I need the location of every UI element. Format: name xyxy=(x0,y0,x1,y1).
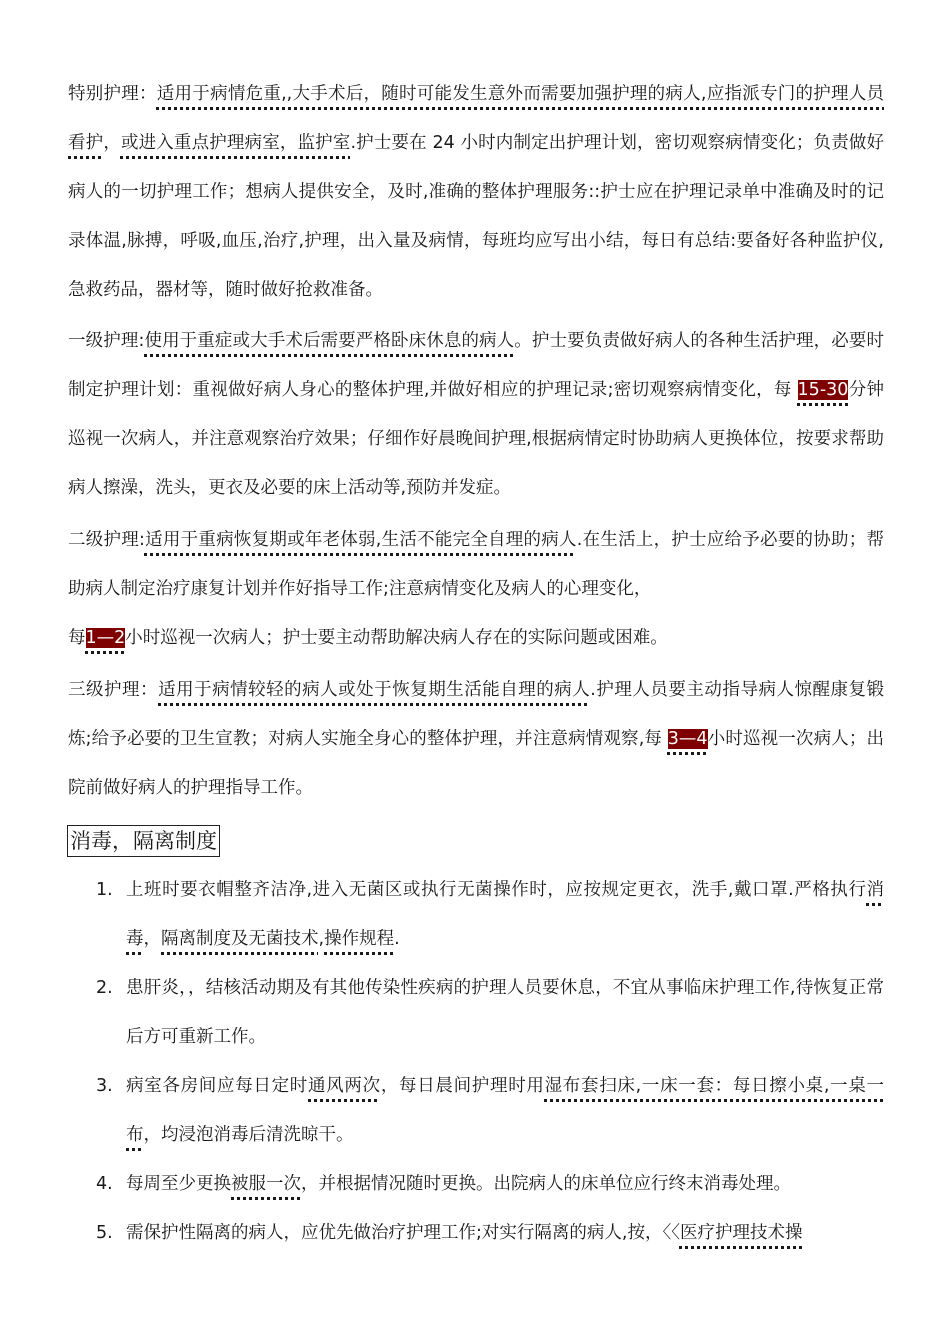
level2-scope: 适用于重病恢复期或年老体弱,生活不能完全自理的病人 xyxy=(144,530,577,550)
list-number: 4. xyxy=(96,1174,113,1194)
item-emphasis: 医疗护理技术操 xyxy=(679,1223,803,1243)
list-number: 1. xyxy=(96,880,113,900)
list-item xyxy=(96,964,884,1062)
item-text: 需保护性隔离的病人，应优先做治疗护理工作;对实行隔离的病人,按，〈〈 xyxy=(126,1223,680,1243)
item-text: , xyxy=(318,929,325,949)
level1-scope: 使用于重症或大手术后需要严格卧床休息的病人 xyxy=(144,331,515,351)
item-emphasis: 消毒 xyxy=(126,880,884,949)
level2-interval-highlight: 1—2 xyxy=(85,628,126,648)
item-text: 病室各房间应每日定时 xyxy=(126,1076,308,1096)
level3-interval-highlight: 3—4 xyxy=(667,729,708,749)
item-emphasis: 通风两次 xyxy=(308,1076,381,1096)
special-care-ward: 或进入重点护理病室，监护室 xyxy=(120,133,351,153)
list-number: 3. xyxy=(96,1076,113,1096)
list-item xyxy=(96,1209,884,1258)
list-item xyxy=(96,866,884,964)
list-item xyxy=(96,1160,884,1209)
list-item xyxy=(96,1062,884,1160)
level2-text-1: .在生活上，护士应给予必要的协助；帮助病人制定治疗康复计划并作好指导工作;注意病情变化及病人的心理变化， xyxy=(68,530,884,599)
list-number: 2. xyxy=(96,978,113,998)
level1-text-2: 分钟巡视一次病人，并注意观察治疗效果；仔细作好晨晚间护理,根据病情定时协助病人更换体位，按要求帮助病人擦澡，洗头，更衣及必要的床上活动等,预防并发症。 xyxy=(68,380,884,498)
level2-label: 二级护理: xyxy=(68,530,145,550)
item-emphasis: 操作规程 xyxy=(324,929,395,949)
section-heading: 消毒，隔离制度 xyxy=(67,825,220,857)
item-text: ， xyxy=(143,929,161,949)
item-text: ，并根据情况随时更换。出院病人的床单位应行终末消毒处理。 xyxy=(301,1174,791,1194)
level2-text-1b: 每 xyxy=(68,628,86,648)
item-emphasis: 被服一次 xyxy=(231,1174,301,1194)
level1-paragraph xyxy=(68,317,884,513)
item-text: 患肝炎，，结核活动期及有其他传染性疾病的护理人员要休息，不宜从事临床护理工作,待恢复正常后方可重新工作。 xyxy=(126,978,884,1047)
level1-text-1: 。护士要负责做好病人的各种生活护理，必要时制定护理计划：重视做好病人身心的整体护理,并做好相应的护理记录;密切观察病情变化，每 xyxy=(68,331,884,400)
level2-paragraph xyxy=(68,516,884,663)
disinfection-rules-list xyxy=(96,866,884,1258)
item-emphasis: 隔离制度及无菌技术 xyxy=(161,929,319,949)
level3-scope: 适用于病情较轻的病人或处于恢复期生活能自理的病人 xyxy=(158,680,591,700)
item-text: 每周至少更换 xyxy=(126,1174,231,1194)
list-number: 5. xyxy=(96,1223,113,1243)
level1-label: 一级护理: xyxy=(68,331,145,351)
level3-text-2: 小时巡视一次病人；出院前做好病人的护理指导工作。 xyxy=(68,729,885,798)
item-text: ，每日晨间护理时用 xyxy=(380,1076,545,1096)
special-care-text-2: .护士要在 24 小时内制定出护理计划，密切观察病情变化；负责做好病人的一切护理工作；想病人提供安全，及时,准确的整体护理服务::护士应在护理记录单中准确及时的记录体温,脉搏，呼吸,血压,治疗,护理，出入量及病情，每班均应写出小结，每日有总结:要备好各种监护仪,急救药品，器材等，随时做好抢救准备。 xyxy=(68,133,885,300)
item-text: 上班时要衣帽整齐洁净,进入无菌区或执行无菌操作时，应按规定更衣，洗手,戴口罩.严格执行 xyxy=(126,880,867,900)
item-emphasis: 湿布套扫床,一床一套：每日擦小桌,一桌一布 xyxy=(126,1076,885,1145)
special-care-paragraph xyxy=(68,70,884,315)
item-text: ，均浸泡消毒后清洗晾干。 xyxy=(143,1125,354,1145)
level3-paragraph xyxy=(68,666,884,813)
level3-label: 三级护理： xyxy=(68,680,159,700)
special-care-scope: 适用于病情危重,,大手术后，随时可能发生意外而需要加强护理的病人,应指派专门的护理人员看护 xyxy=(68,84,885,153)
item-text: . xyxy=(394,929,400,949)
level3-text-1: .护理人员要主动指导病人惊醒康复锻炼;给予必要的卫生宣教；对病人实施全身心的整体护理，并注意病情观察,每 xyxy=(68,680,885,749)
level1-interval-highlight: 15-30 xyxy=(797,380,849,400)
special-care-text-1: ， xyxy=(103,133,121,153)
special-care-label: 特别护理： xyxy=(68,84,157,104)
level2-text-2: 小时巡视一次病人；护士要主动帮助解决病人存在的实际问题或困难。 xyxy=(125,628,668,648)
